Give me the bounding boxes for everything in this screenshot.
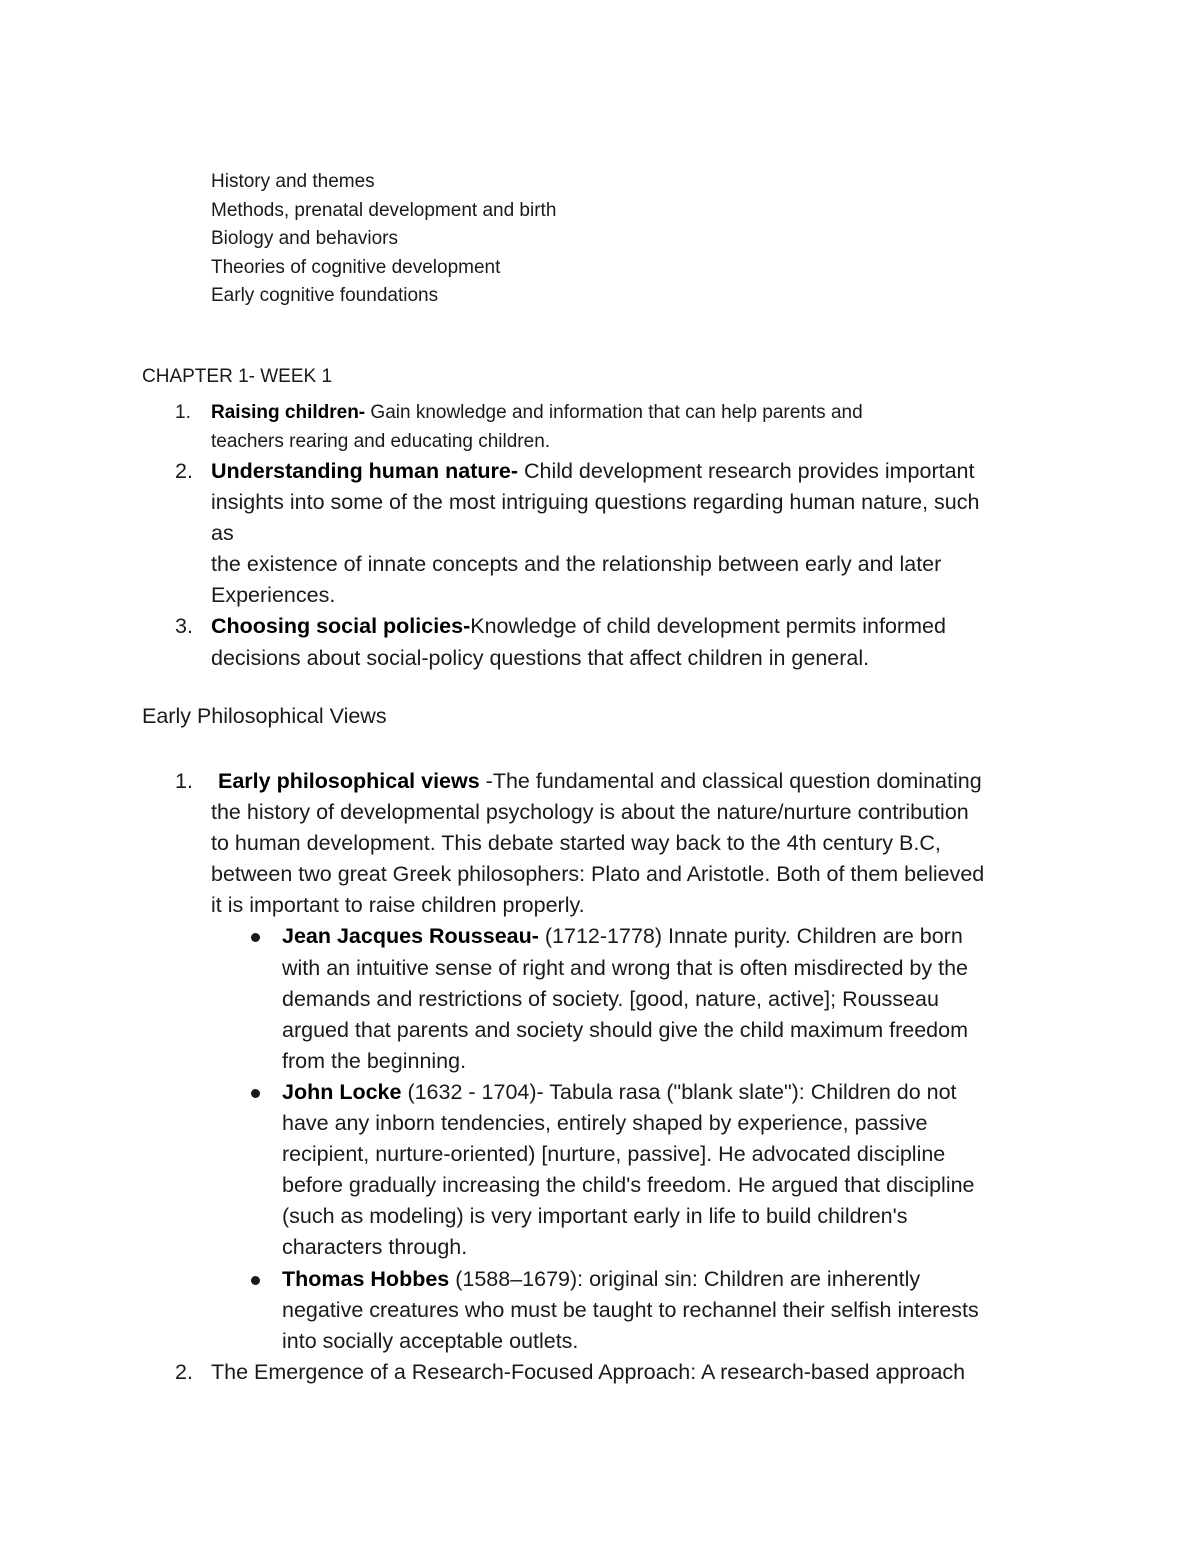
- topic-item: Early cognitive foundations: [211, 285, 439, 307]
- item-term: Choosing social policies-: [211, 614, 471, 639]
- list-item: [142, 456, 1062, 611]
- item-text: between two great Greek philosophers: Plato and Aristotle. Both of them believed: [211, 862, 985, 887]
- topic-item: Theories of cognitive development: [211, 256, 501, 278]
- item-text: Experiences.: [211, 583, 336, 608]
- item-text: The Emergence of a Research-Focused Approach: A research-based approach: [211, 1359, 966, 1384]
- list-item: [142, 398, 1062, 456]
- item-text: as: [211, 521, 234, 546]
- item-term: Raising children-: [211, 402, 366, 423]
- list-item: [142, 766, 1067, 1357]
- list-item: [211, 1264, 1067, 1357]
- item-number: 3.: [175, 614, 193, 639]
- item-text: from the beginning.: [282, 1048, 467, 1073]
- topic-item: History and themes: [211, 171, 375, 192]
- item-text: teachers rearing and educating children.: [211, 431, 551, 452]
- list-item: [211, 921, 1067, 1076]
- topic-list: [211, 168, 556, 311]
- reasons-list: [142, 398, 1062, 674]
- item-text: the existence of innate concepts and the relationship between early and later: [211, 552, 942, 577]
- item-number: 1.: [175, 402, 191, 423]
- item-text: characters through.: [282, 1235, 468, 1260]
- item-text: the history of developmental psychology is about the nature/nurture contribution: [211, 800, 969, 825]
- item-text: Child development research provides important: [517, 459, 975, 483]
- list-item: [211, 1077, 1067, 1264]
- bullet-icon: [251, 1089, 260, 1098]
- item-text: -The fundamental and classical question dominating: [479, 769, 982, 793]
- item-text: insights into some of the most intriguing questions regarding human nature, such: [211, 490, 980, 515]
- bullet-icon: [251, 1276, 260, 1285]
- item-text: decisions about social-policy questions that affect children in general.: [211, 645, 870, 670]
- topic-item: Biology and behaviors: [211, 228, 398, 250]
- item-text: Knowledge of child development permits informed: [470, 614, 946, 639]
- item-text: have any inborn tendencies, entirely shaped by experience, passive: [282, 1111, 928, 1136]
- item-text: (1632 - 1704)- Tabula rasa ("blank slate"): Children do not: [401, 1079, 957, 1104]
- item-number: 2.: [175, 459, 193, 483]
- item-text: (1712-1778) Innate purity. Children are born: [538, 924, 963, 949]
- philosopher-name: Thomas Hobbes: [282, 1266, 450, 1291]
- topic-item: Methods, prenatal development and birth: [211, 199, 557, 221]
- item-text: argued that parents and society should give the child maximum freedom: [282, 1017, 968, 1042]
- philosopher-name: Jean Jacques Rousseau-: [282, 924, 539, 949]
- item-text: before gradually increasing the child's freedom. He argued that discipline: [282, 1173, 975, 1198]
- bullet-icon: [251, 933, 260, 942]
- item-number: 1.: [175, 769, 193, 793]
- chapter-heading: CHAPTER 1- WEEK 1: [142, 366, 333, 387]
- item-text: demands and restrictions of society. [good, nature, active]; Rousseau: [282, 986, 939, 1011]
- item-number: 2.: [175, 1359, 193, 1384]
- item-text: with an intuitive sense of right and wrong that is often misdirected by the: [282, 955, 968, 980]
- philosopher-name: John Locke: [282, 1079, 402, 1104]
- item-text: to human development. This debate started way back to the 4th century B.C,: [211, 831, 941, 856]
- list-item: [142, 611, 1062, 673]
- item-text: into socially acceptable outlets.: [282, 1328, 579, 1353]
- item-text: (1588–1679): original sin: Children are inherently: [449, 1266, 921, 1291]
- item-term: Understanding human nature-: [211, 459, 518, 483]
- item-term: Early philosophical views: [218, 769, 480, 793]
- item-text: recipient, nurture-oriented) [nurture, passive]. He advocated discipline: [282, 1142, 946, 1167]
- item-text: it is important to raise children properly.: [211, 893, 585, 918]
- item-text: negative creatures who must be taught to rechannel their selfish interests: [282, 1297, 979, 1322]
- section-heading: Early Philosophical Views: [142, 704, 387, 728]
- philosophers-list: [211, 921, 1067, 1356]
- item-text: Gain knowledge and information that can help parents and: [365, 402, 863, 423]
- item-text: (such as modeling) is very important early in life to build children's: [282, 1204, 908, 1229]
- views-list: [142, 766, 1067, 1388]
- list-item: [142, 1357, 1067, 1388]
